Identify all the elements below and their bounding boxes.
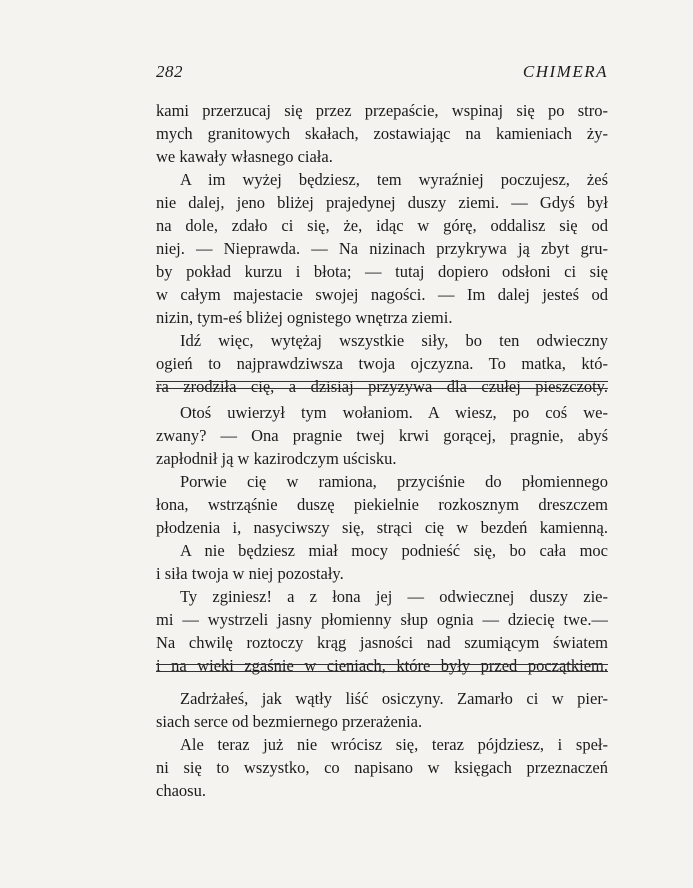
section-divider [156, 664, 608, 672]
text-line: niej. — Nieprawda. — Na nizinach przykrywa ją zbyt gru- [156, 239, 608, 258]
section-divider [156, 381, 608, 389]
text-line: nie dalej, jeno bliżej prajedynej duszy ziemi. — Gdyś był [156, 193, 608, 212]
text-line: A im wyżej będziesz, tem wyraźniej poczujesz, żeś [180, 170, 608, 189]
text-line: siach serce od bezmiernego przerażenia. [156, 712, 423, 731]
text-line: łona, wstrząśnie duszę piekielnie rozkosznym dreszczem [156, 495, 608, 514]
text-line: Porwie cię w ramiona, przyciśnie do płomiennego [180, 472, 608, 491]
text-section-2 [156, 401, 608, 677]
text-line: zwany? — Ona pragnie twej krwi gorącej, pragnie, abyś [156, 426, 608, 445]
running-title: CHIMERA [522, 62, 608, 81]
text-line: w całym majestacie swojej nagości. — Im dalej jesteś od [156, 285, 608, 304]
text-line: Na chwilę roztoczy krąg jasności nad szumiącym światem [156, 633, 608, 652]
text-line: i na wieki zgaśnie w cieniach, które były przed początkiem. [156, 656, 608, 675]
text-line: ogień to najprawdziwsza twoja ojczyzna. To matka, któ- [156, 354, 608, 373]
text-section-1 [156, 99, 608, 398]
text-line: Ale teraz już nie wrócisz się, teraz pójdziesz, i speł- [180, 735, 608, 754]
text-line: mi — wystrzeli jasny płomienny słup ognia — dziecię twe.— [156, 610, 608, 629]
text-line: na dole, zdało ci się, że, idąc w górę, oddalisz się od [156, 216, 608, 235]
text-line: Ty zginiesz! a z łona jej — odwiecznej duszy zie- [180, 587, 608, 606]
text-line: A nie będziesz miał mocy podnieść się, bo cała moc [180, 541, 608, 560]
text-line: by pokład kurzu i błota; — tutaj dopiero odsłoni ci się [156, 262, 608, 281]
text-line: we kawały własnego ciała. [156, 147, 333, 166]
text-line: mych granitowych skałach, zostawiając na kamieniach ży- [156, 124, 608, 143]
page-number: 282 [156, 62, 183, 81]
text-line: i siła twoja w niej pozostały. [156, 564, 344, 583]
text-line: chaosu. [156, 781, 206, 800]
text-line: Zadrżałeś, jak wątły liść osiczyny. Zamarło ci w pier- [180, 689, 608, 708]
text-line: ni się to wszystko, co napisano w księgach przeznaczeń [156, 758, 608, 777]
text-line: ra zrodziła cię, a dzisiaj przyzywa dla czułej pieszczoty. [156, 377, 608, 396]
page-header [156, 62, 608, 84]
text-line: zapłodnił ją w kazirodczym uścisku. [156, 449, 397, 468]
text-section-3 [156, 687, 608, 802]
text-line: Idź więc, wytężaj wszystkie siły, bo ten odwieczny [180, 331, 608, 350]
text-line: Otoś uwierzył tym wołaniom. A wiesz, po coś we- [180, 403, 608, 422]
text-line: nizin, tym-eś bliżej ognistego wnętrza ziemi. [156, 308, 453, 327]
text-line: kami przerzucaj się przez przepaście, wspinaj się po stro- [156, 101, 608, 120]
text-line: płodzenia i, nasyciwszy się, strąci cię w bezdeń kamienną. [156, 518, 608, 537]
